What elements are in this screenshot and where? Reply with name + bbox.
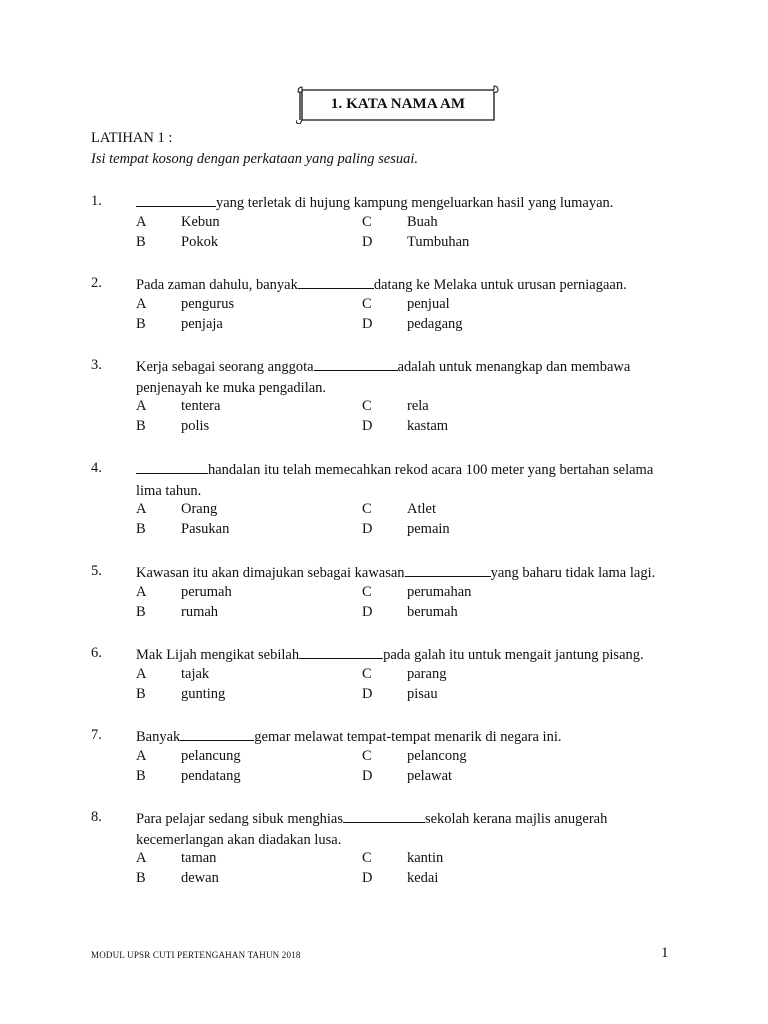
option-letter-d: D [362,603,373,620]
answer-blank [343,809,425,823]
option-text-c: parang [407,665,447,682]
option-text-a: Kebun [181,213,220,230]
question-number: 4. [91,460,102,476]
option-text-d: pisau [407,685,438,702]
question-number: 1. [91,193,102,209]
option-letter-a: A [136,398,147,414]
options-row [0,748,768,768]
option-letter-a: A [136,583,147,600]
options-row [0,316,768,336]
option-text-d: Tumbuhan [407,233,470,250]
option-letter-d: D [362,233,373,250]
question-stem [136,193,676,214]
option-text-a: tajak [181,665,210,682]
option-letter-a: A [136,747,147,764]
title-banner [296,84,500,124]
answer-blank [136,193,216,207]
options-row [0,666,768,686]
options-row [0,214,768,234]
option-letter-d: D [362,685,373,702]
question-number: 2. [91,275,102,291]
option-text-a: Orang [181,501,218,517]
option-text-c: pelancong [407,747,467,764]
option-letter-b: B [136,233,146,250]
stem-line: handalan itu telah memecahkan rekod acara 100 meter yang bertahan selama [136,460,676,481]
option-text-b: Pokok [181,233,219,250]
option-letter-d: D [362,870,373,886]
question-number: 5. [91,563,102,579]
option-text-c: rela [407,398,429,414]
option-text-b: dewan [181,870,219,886]
options-row [0,398,768,418]
answer-blank [298,275,374,289]
options-row [0,768,768,788]
question-stem [136,460,676,501]
options-row [0,234,768,254]
stem-line: Kawasan itu akan dimajukan sebagai kawasan yang baharu tidak lama lagi. [136,565,656,581]
option-text-a: perumah [181,583,232,600]
options-row [0,584,768,604]
option-letter-b: B [136,418,146,434]
option-letter-c: C [362,213,372,230]
page-title: 1. KATA NAMA AM [330,95,466,112]
options-row [0,418,768,438]
option-text-c: kantin [407,850,444,866]
option-letter-b: B [136,767,146,784]
option-text-b: penjaja [181,315,223,332]
option-text-a: taman [181,850,217,866]
exercise-heading: LATIHAN 1 : [91,130,173,146]
stem-line: Banyak gemar melawat tempat-tempat menarik di negara ini. [136,729,562,745]
answer-blank [299,645,383,659]
stem-line: penjenayah ke muka pengadilan. [136,379,327,396]
option-text-a: tentera [181,398,221,414]
option-letter-c: C [362,747,372,764]
question-stem [136,275,676,296]
option-letter-d: D [362,767,373,784]
option-text-d: kedai [407,870,439,886]
answer-blank [314,357,398,371]
question-stem [136,645,676,666]
option-text-b: pendatang [181,767,241,784]
options-row [0,870,768,890]
question-stem [136,357,676,398]
option-letter-a: A [136,213,147,230]
answer-blank [180,727,254,741]
stem-line: lima tahun. [136,482,202,499]
option-text-a: pelancung [181,747,241,764]
option-text-d: pedagang [407,315,463,332]
stem-line: Mak Lijah mengikat sebilah pada galah itu untuk mengait jantung pisang. [136,647,644,663]
option-letter-c: C [362,295,372,312]
option-letter-a: A [136,665,147,682]
option-text-b: Pasukan [181,521,230,537]
answer-blank [136,460,208,474]
options-row [0,521,768,541]
option-letter-d: D [362,521,373,537]
option-letter-d: D [362,418,373,434]
stem-line: kecemerlangan akan diadakan lusa. [136,831,342,848]
option-text-b: rumah [181,603,219,620]
options-row [0,850,768,870]
stem-line: Para pelajar sedang sibuk menghias sekolah kerana majlis anugerah [136,811,608,827]
option-text-b: polis [181,418,210,434]
option-letter-b: B [136,685,146,702]
option-text-d: berumah [407,603,458,620]
option-letter-c: C [362,665,372,682]
footer-module-title: MODUL UPSR CUTI PERTENGAHAN TAHUN 2018 [91,950,301,960]
option-letter-a: A [136,295,147,312]
options-row [0,686,768,706]
option-letter-b: B [136,603,146,620]
option-letter-d: D [362,315,373,332]
stem-line: yang terletak di hujung kampung mengeluarkan hasil yang lumayan. [136,193,676,214]
options-row [0,604,768,624]
option-letter-a: A [136,850,147,866]
option-letter-b: B [136,521,146,537]
options-row [0,296,768,316]
question-stem [136,809,676,850]
option-letter-c: C [362,850,372,866]
option-letter-c: C [362,398,372,414]
question-stem [136,563,676,584]
question-number: 6. [91,645,102,661]
option-letter-b: B [136,870,146,886]
question-number: 3. [91,357,102,373]
stem-line: Pada zaman dahulu, banyak datang ke Melaka untuk urusan perniagaan. [136,277,627,293]
option-text-d: kastam [407,418,449,434]
option-text-c: perumahan [407,583,472,600]
question-number: 7. [91,727,102,743]
question-stem [136,727,676,748]
exercise-instruction: Isi tempat kosong dengan perkataan yang paling sesuai. [91,151,419,167]
page-number: 1 [661,945,669,961]
option-text-b: gunting [181,685,226,702]
option-text-c: Buah [407,213,438,230]
option-text-c: Atlet [407,501,436,517]
option-text-d: pemain [407,521,450,537]
option-letter-c: C [362,583,372,600]
option-letter-b: B [136,315,146,332]
stem-line: Kerja sebagai seorang anggota adalah untuk menangkap dan membawa [136,359,631,375]
option-letter-c: C [362,501,372,517]
option-text-d: pelawat [407,767,453,784]
question-number: 8. [91,809,102,825]
option-letter-a: A [136,501,147,517]
option-text-c: penjual [407,295,450,312]
answer-blank [405,563,491,577]
option-text-a: pengurus [181,295,235,312]
options-row [0,501,768,521]
